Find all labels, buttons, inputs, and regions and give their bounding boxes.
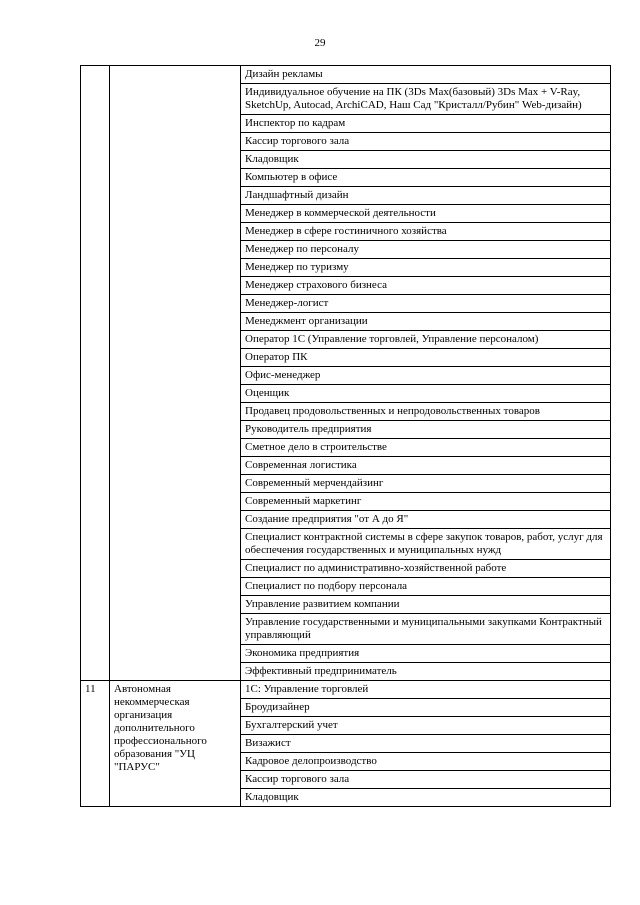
- courses-table: [80, 65, 611, 807]
- courses-table-body: [81, 66, 611, 807]
- course-cell: Современный маркетинг: [241, 493, 611, 511]
- course-cell: Управление государственными и муниципальными закупками Контрактный управляющий: [241, 614, 611, 645]
- course-cell: Офис-менеджер: [241, 367, 611, 385]
- course-cell: Менеджер в коммерческой деятельности: [241, 205, 611, 223]
- course-cell: 1С: Управление торговлей: [241, 681, 611, 699]
- course-cell: Визажист: [241, 735, 611, 753]
- row-number-cell: [81, 66, 110, 681]
- course-cell: Эффективный предприниматель: [241, 663, 611, 681]
- table-row: [81, 66, 611, 84]
- course-cell: Специалист контрактной системы в сфере закупок товаров, работ, услуг для обеспечения государственных и муниципальных нужд: [241, 529, 611, 560]
- course-cell: Управление развитием компании: [241, 596, 611, 614]
- course-cell: Бухгалтерский учет: [241, 717, 611, 735]
- course-cell: Ландшафтный дизайн: [241, 187, 611, 205]
- course-cell: Кладовщик: [241, 151, 611, 169]
- organization-cell: Автономная некоммерческая организация дополнительного профессионального образования "УЦ "ПАРУС": [110, 681, 241, 807]
- course-cell: Компьютер в офисе: [241, 169, 611, 187]
- course-cell: Броудизайнер: [241, 699, 611, 717]
- course-cell: Современный мерчендайзинг: [241, 475, 611, 493]
- course-cell: Менеджер по туризму: [241, 259, 611, 277]
- course-cell: Кассир торгового зала: [241, 771, 611, 789]
- course-cell: Продавец продовольственных и непродовольственных товаров: [241, 403, 611, 421]
- course-cell: Руководитель предприятия: [241, 421, 611, 439]
- course-cell: Современная логистика: [241, 457, 611, 475]
- course-cell: Менеджмент организации: [241, 313, 611, 331]
- course-cell: Сметное дело в строительстве: [241, 439, 611, 457]
- course-cell: Дизайн рекламы: [241, 66, 611, 84]
- course-cell: Специалист по подбору персонала: [241, 578, 611, 596]
- course-cell: Экономика предприятия: [241, 645, 611, 663]
- course-cell: Менеджер-логист: [241, 295, 611, 313]
- course-cell: Инспектор по кадрам: [241, 115, 611, 133]
- course-cell: Кладовщик: [241, 789, 611, 807]
- course-cell: Кадровое делопроизводство: [241, 753, 611, 771]
- course-cell: Менеджер страхового бизнеса: [241, 277, 611, 295]
- course-cell: Индивидуальное обучение на ПК (3Ds Max(базовый) 3Ds Max + V-Ray, SketchUp, Autocad, ArchiCAD, Наш Сад "Кристалл/Рубин" Web-дизайн): [241, 84, 611, 115]
- organization-cell: [110, 66, 241, 681]
- course-cell: Создание предприятия "от А до Я": [241, 511, 611, 529]
- course-cell: Кассир торгового зала: [241, 133, 611, 151]
- course-cell: Оператор 1С (Управление торговлей, Управление персоналом): [241, 331, 611, 349]
- course-cell: Менеджер в сфере гостиничного хозяйства: [241, 223, 611, 241]
- page-number: 29: [314, 37, 326, 49]
- row-number-cell: 11: [81, 681, 110, 807]
- course-cell: Специалист по административно-хозяйственной работе: [241, 560, 611, 578]
- course-cell: Оценщик: [241, 385, 611, 403]
- course-cell: Менеджер по персоналу: [241, 241, 611, 259]
- course-cell: Оператор ПК: [241, 349, 611, 367]
- table-row: [81, 681, 611, 699]
